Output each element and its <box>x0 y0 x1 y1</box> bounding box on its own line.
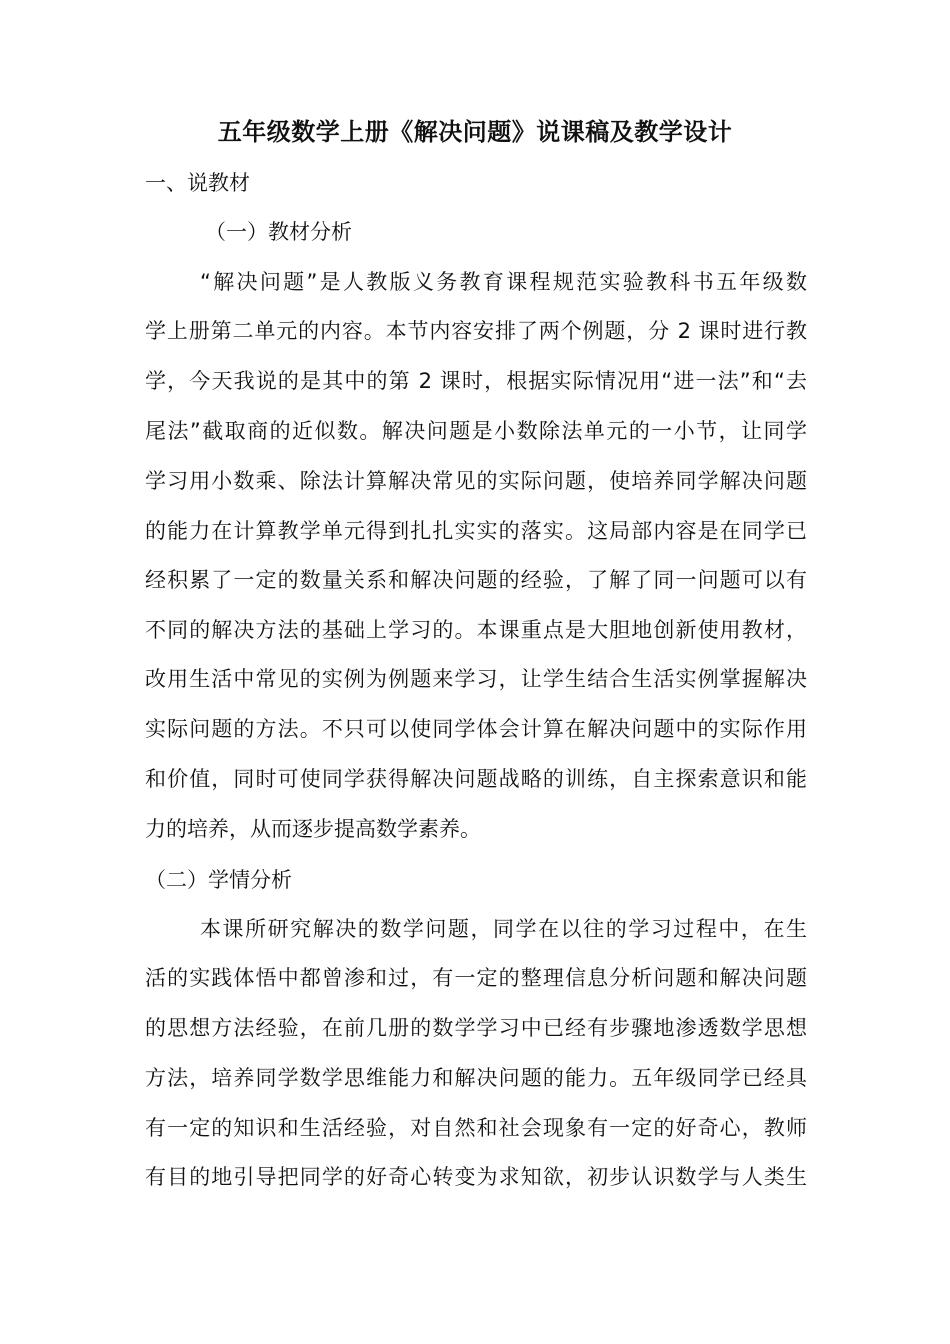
paragraph-line: 本课所研究解决的数学问题，同学在以往的学习过程中，在生 <box>200 917 807 941</box>
paragraph-line: 有目的地引导把同学的好奇心转变为求知欲，初步认识数学与人类生 <box>145 1165 807 1189</box>
paragraph-line: 有一定的知识和生活经验，对自然和社会现象有一定的好奇心，教师 <box>145 1116 807 1140</box>
paragraph-line: 学，今天我说的是其中的第 2 课时，根据实际情况用“进一法”和“去 <box>145 369 807 393</box>
subsection-heading-textbook-analysis: （一）教材分析 <box>205 220 352 244</box>
paragraph-line: 学习用小数乘、除法计算解决常见的实际问题，使培养同学解决问题 <box>145 469 807 493</box>
paragraph-line: 活的实践体悟中都曾渗和过，有一定的整理信息分析问题和解决问题 <box>145 966 807 990</box>
paragraph-line: 实际问题的方法。不只可以使同学体会计算在解决问题中的实际作用 <box>145 717 807 741</box>
paragraph-line: 力的培养，从而逐步提高数学素养。 <box>145 817 481 841</box>
paragraph-line: 经积累了一定的数量关系和解决问题的经验，了解了同一问题可以有 <box>145 568 807 592</box>
paragraph-line: 学上册第二单元的内容。本节内容安排了两个例题，分 2 课时进行教 <box>145 319 807 343</box>
subsection-heading-learner-analysis: （二）学情分析 <box>145 868 292 892</box>
paragraph-line: 和价值，同时可使同学获得解决问题战略的训练，自主探索意识和能 <box>145 767 807 791</box>
paragraph-line: 尾法”截取商的近似数。解决问题是小数除法单元的一小节，让同学 <box>145 419 807 443</box>
paragraph-line: 的能力在计算教学单元得到扎扎实实的落实。这局部内容是在同学已 <box>145 519 807 543</box>
paragraph-line: 的思想方法经验，在前几册的数学学习中已经有步骤地渗透数学思想 <box>145 1016 807 1040</box>
document-title: 五年级数学上册《解决问题》说课稿及教学设计 <box>217 118 733 146</box>
paragraph-line: 不同的解决方法的基础上学习的。本课重点是大胆地创新使用教材， <box>145 618 807 642</box>
section-heading-textbook: 一、说教材 <box>145 171 250 195</box>
paragraph-line: “解决问题”是人教版义务教育课程规范实验教科书五年级数 <box>200 270 807 294</box>
paragraph-line: 改用生活中常见的实例为例题来学习，让学生结合生活实例掌握解决 <box>145 667 807 691</box>
paragraph-line: 方法，培养同学数学思维能力和解决问题的能力。五年级同学已经具 <box>145 1066 807 1090</box>
